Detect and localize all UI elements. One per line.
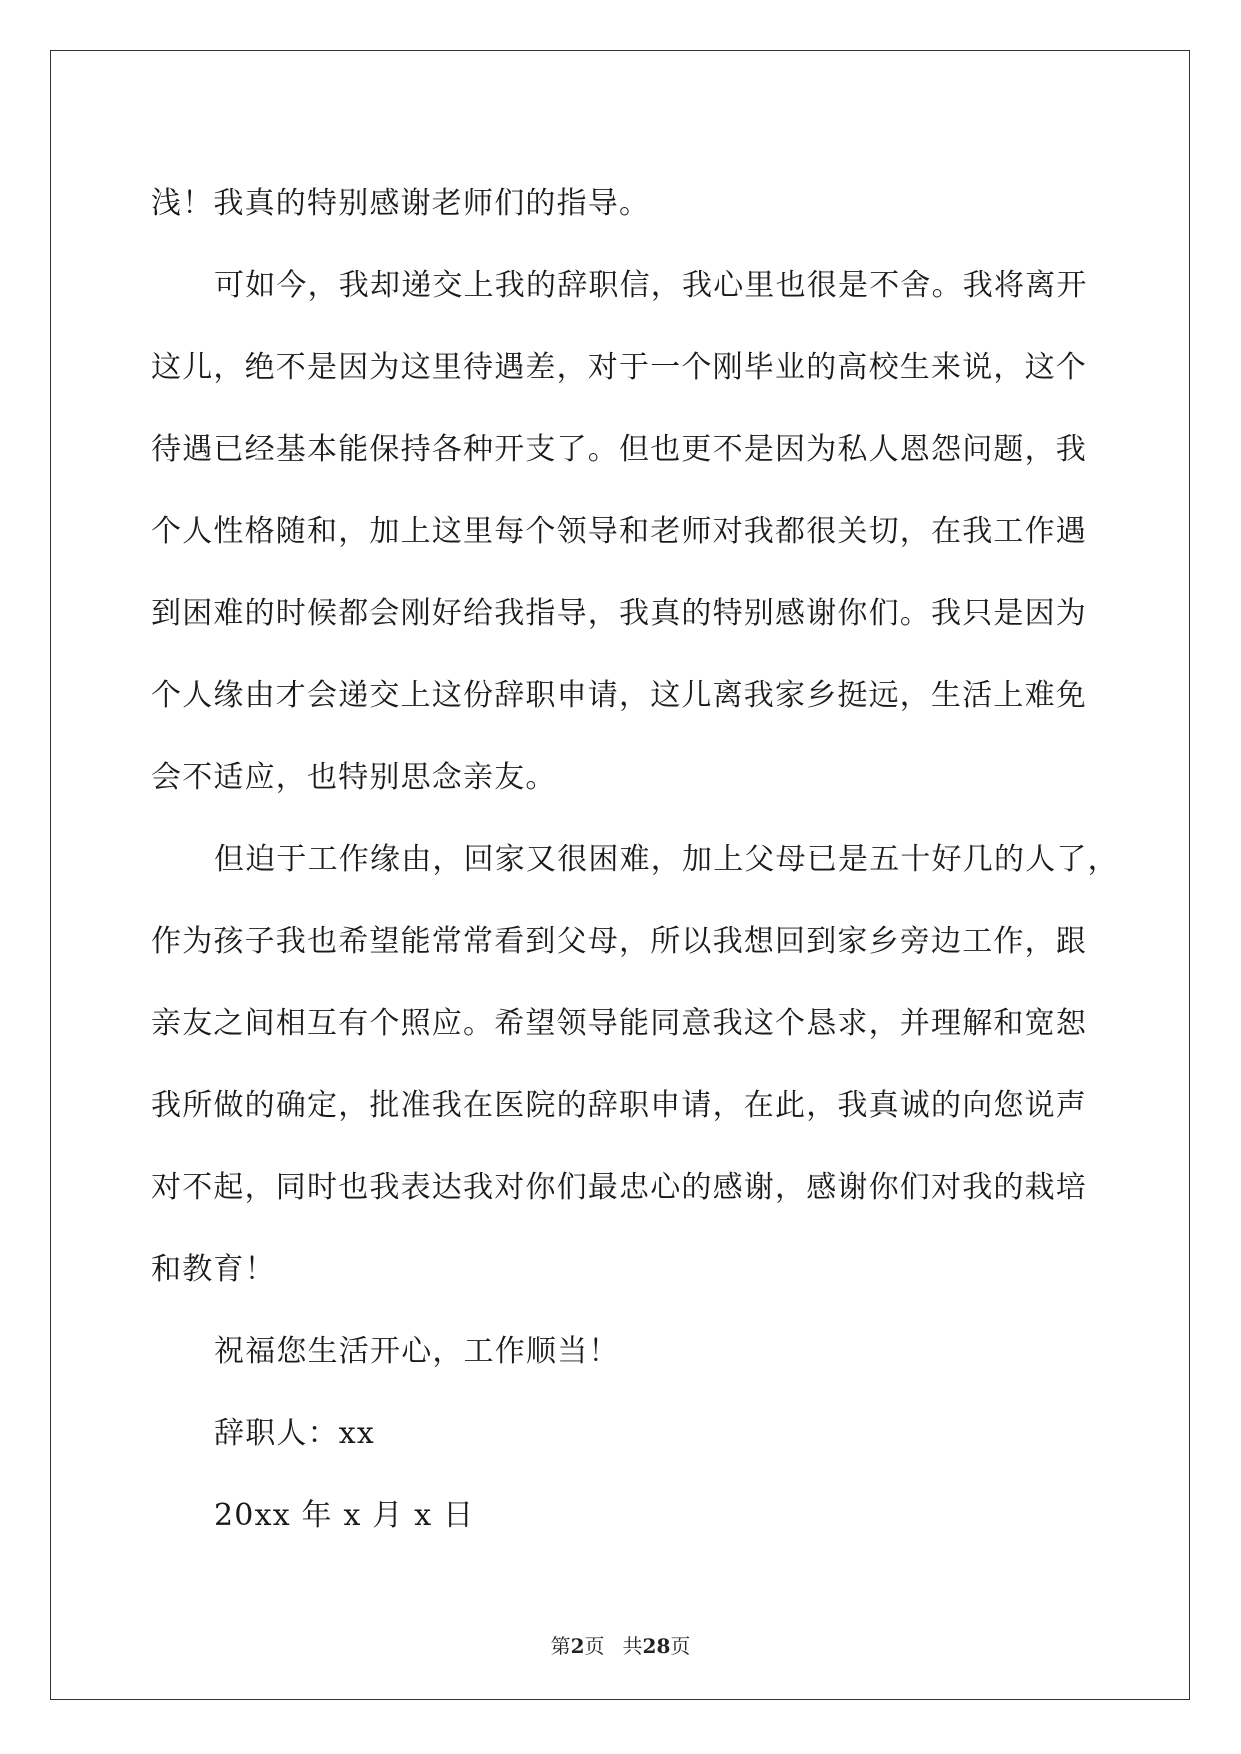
total-label-suffix: 页 — [670, 1634, 691, 1658]
total-pages-number: 28 — [642, 1634, 671, 1658]
text-line: 个人性格随和，加上这里每个领导和老师对我都很关切，在我工作遇 — [151, 514, 1087, 549]
page-label-prefix: 第 — [550, 1634, 571, 1658]
text-line: 会不适应，也特别思念亲友。 — [151, 760, 557, 795]
total-label-prefix: 共 — [622, 1634, 643, 1658]
text-line: 到困难的时候都会刚好给我指导，我真的特别感谢你们。我只是因为 — [151, 596, 1087, 631]
date-line: 20xx 年 x 月 x 日 — [214, 1498, 475, 1533]
text-line: 这儿，绝不是因为这里待遇差，对于一个刚毕业的高校生来说，这个 — [151, 350, 1087, 385]
text-line: 亲友之间相互有个照应。希望领导能同意我这个恳求，并理解和宽恕 — [151, 1006, 1087, 1041]
text-line: 待遇已经基本能保持各种开支了。但也更不是因为私人恩怨问题，我 — [151, 432, 1087, 467]
text-line: 我所做的确定，批准我在医院的辞职申请，在此，我真诚的向您说声 — [151, 1088, 1087, 1123]
paragraph-start-line: 可如今，我却递交上我的辞职信，我心里也很是不舍。我将离开 — [214, 268, 1088, 303]
text-line: 对不起，同时也我表达我对你们最忠心的感谢，感谢你们对我的栽培 — [151, 1170, 1087, 1205]
text-line: 浅！我真的特别感谢老师们的指导。 — [151, 186, 651, 221]
page-footer — [0, 1630, 1241, 1659]
signature-line: 辞职人：xx — [214, 1416, 376, 1451]
document-body — [151, 163, 1119, 1557]
paragraph-start-line: 但迫于工作缘由，回家又很困难，加上父母已是五十好几的人了， — [214, 842, 1119, 877]
closing-greeting: 祝福您生活开心，工作顺当！ — [214, 1334, 620, 1369]
text-line: 作为孩子我也希望能常常看到父母，所以我想回到家乡旁边工作，跟 — [151, 924, 1087, 959]
text-line: 个人缘由才会递交上这份辞职申请，这儿离我家乡挺远，生活上难免 — [151, 678, 1087, 713]
text-line: 和教育！ — [151, 1252, 276, 1287]
current-page-number: 2 — [570, 1634, 585, 1658]
page-label-suffix: 页 — [584, 1634, 605, 1658]
